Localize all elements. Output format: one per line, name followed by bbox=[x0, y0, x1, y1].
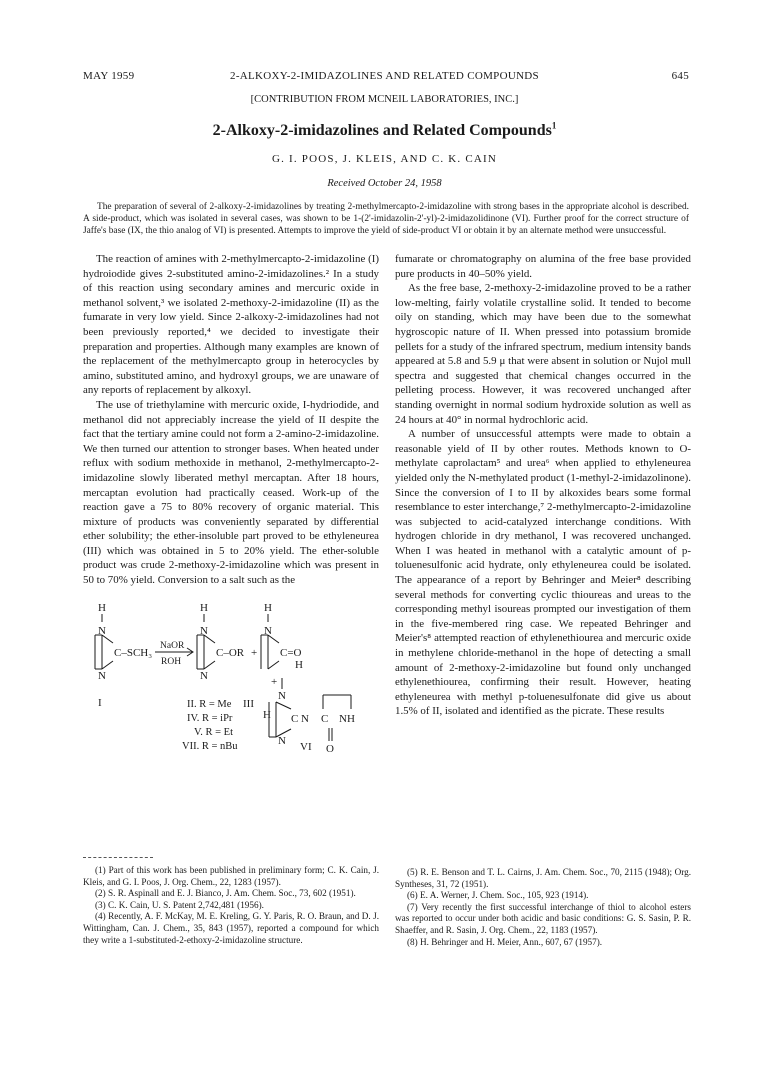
atom-n: N bbox=[278, 690, 286, 702]
body-paragraph: A number of unsuccessful attempts were made to obtain a reasonable yield of II by other routes. Methods known to O-methylate caprolactam⁵ and urea⁶ when applied to ethyleneurea yielded only the N-methylated product (1-methyl-2-imidazolinone). Since the conversion of I to II by alkoxides bears some formal resemblance to ester interchange,⁷ 2-methylmercapto-2-imidazoline was subjected to acid-catalyzed interchange conditions. With hydrogen chloride in dry methanol, I was recovered unchanged. When I was heated in methanol with a catalytic amount of p-toluenesulfonic acid hydrate, only ethyleneurea could be isolated. The appearance of a report by Behringer and Meier⁸ describing several methods for converting cyclic thioureas and ureas to the corresponding methyl isoureas prompted our investigation of them in the five-membered ring case. We repeated Behringer and Meier's⁸ attempted reaction of ethylenethiourea and mercuric oxide in methylene chloride-methanol in the hope of detecting a small amount of 2-methoxy-2-imidazoline but found only unchanged ethylenethiourea, confirming their result. However, heating ethyleneurea with methyl p-toluenesulfonate did give us about 1.5% of II, isolated and identified as the picrate. These results bbox=[395, 428, 691, 718]
body-paragraph: fumarate or chromatography on alumina of the free base provided pure products in 40–50% yield. bbox=[395, 253, 691, 280]
atom-h: H bbox=[264, 602, 272, 614]
footnote: (6) E. A. Werner, J. Chem. Soc., 105, 923 (1914). bbox=[407, 890, 589, 901]
title-text: 2-Alkoxy-2-imidazolines and Related Compounds bbox=[212, 122, 552, 139]
reaction-scheme-drawing bbox=[83, 591, 379, 853]
r-group-item: II. R = Me bbox=[187, 699, 232, 710]
atom-nh: NH bbox=[339, 713, 355, 725]
group-methylmercapto: C–SCH₃ bbox=[114, 647, 153, 659]
article-title bbox=[0, 122, 769, 140]
footnote: (2) S. R. Aspinall and E. J. Bianco, J. Am. Chem. Soc., 73, 602 (1951). bbox=[95, 888, 356, 899]
footnote: (3) C. K. Cain, U. S. Patent 2,742,481 (1956). bbox=[95, 899, 264, 910]
atom-n: N bbox=[98, 670, 106, 682]
footnote: (7) Very recently the first successful interchange of thiol to alcohol esters was reported to occur under both acidic and basic conditions: G. S. Sasin, P. R. Shaeffer, and R. Sasin, J. Org. Chem., 22, 1183 (1957). bbox=[395, 901, 691, 935]
r-group-item: VII. R = nBu bbox=[182, 741, 238, 752]
atom-n: N bbox=[278, 735, 286, 747]
atom-h: H bbox=[295, 659, 303, 671]
atom-h: H bbox=[98, 602, 106, 614]
footnotes-left bbox=[83, 865, 379, 946]
footnote: (4) Recently, A. F. McKay, M. E. Kreling, G. Y. Paris, R. O. Braun, and D. J. Wittingham, Can. J. Chem., 35, 843 (1957), reported a compound for which they write a 1-substituted-2-ethoxy-2-imidazoline structure. bbox=[83, 911, 379, 945]
footnote-divider bbox=[83, 857, 153, 858]
title-footnote-mark: 1 bbox=[551, 120, 557, 131]
contribution-line: [CONTRIBUTION FROM MCNEIL LABORATORIES, INC.] bbox=[250, 94, 519, 105]
atom-h: H bbox=[200, 602, 208, 614]
atom-h: H bbox=[263, 709, 271, 721]
left-column bbox=[83, 252, 379, 588]
group-carbonyl: C=O bbox=[280, 647, 302, 659]
body-paragraph: The use of triethylamine with mercuric oxide, I-hydriodide, and methanol did not appreciably increase the yield of II despite the fact that the tertiary amine could not form a 2-amino-2-imidazoline. We then turned our attention to stronger bases. When heated under reflux with sodium methoxide in methanol, 2-methylmercapto-2-imidazoline slowly liberated methyl mercaptan. After 18 hours, mercaptan evolution had practically ceased. Work-up of the reaction gave a 75 to 80% recovery of organic material. This mixture of products was conveniently separated by differential ether solubility; the ether-insoluble part proved to be ethyleneurea (III) which was obtained in 5 to 20% yield. The ether-soluble product was crude 2-methoxy-2-imidazoline which was present in 50 to 70% yield. Conversion to a salt such as the bbox=[83, 398, 379, 587]
r-group-item: IV. R = iPr bbox=[187, 713, 233, 724]
authors: G. I. POOS, J. KLEIS, AND C. K. CAIN bbox=[271, 153, 498, 165]
body-paragraph: The reaction of amines with 2-methylmercapto-2-imidazoline (I) hydroiodide gives 2-substituted amino-2-imidazolines.² In a study of this reaction using secondary amines and mercuric oxide in methanol solvent,³ we isolated 2-methoxy-2-imidazoline (II) as the fumarate in very low yield. Since 2-alkoxy-2-imidazolines had not been previously reported,⁴ we decided to investigate their preparation and properties. Although many examples are known of the replacement of the methylmercapto group in heterocycles by amino, substituted amino, and hydroxyl groups, we are unaware of any reports of replacement by alkoxyl. bbox=[83, 253, 379, 397]
reagent-base: NaOR bbox=[160, 641, 185, 651]
page-number: 645 bbox=[671, 70, 689, 82]
footnotes-right bbox=[395, 867, 691, 948]
plus-sign: + bbox=[251, 647, 258, 659]
plus-sign: + bbox=[271, 676, 278, 688]
atom-n: N bbox=[200, 625, 208, 637]
footnote: (5) R. E. Benson and T. L. Cairns, J. Am. Chem. Soc., 70, 2115 (1948); Org. Syntheses, 31, 72 (1951). bbox=[395, 867, 691, 889]
label-compound-vi: VI bbox=[300, 741, 312, 753]
atom-n: N bbox=[301, 713, 309, 725]
atom-o: O bbox=[326, 743, 334, 755]
reagent-alcohol: ROH bbox=[161, 657, 182, 667]
running-title: 2-ALKOXY-2-IMIDAZOLINES AND RELATED COMPOUNDS bbox=[230, 70, 539, 82]
atom-c: C bbox=[321, 713, 329, 725]
atom-n: N bbox=[264, 625, 272, 637]
group-alkoxy: C–OR bbox=[216, 647, 245, 659]
atom-n: N bbox=[98, 625, 106, 637]
r-group-item: V. R = Et bbox=[194, 727, 233, 738]
right-column bbox=[395, 252, 691, 719]
label-compound-i: I bbox=[98, 697, 102, 709]
atom-c: C bbox=[291, 713, 299, 725]
abstract: The preparation of several of 2-alkoxy-2-imidazolines by treating 2-methylmercapto-2-imidazoline with strong bases in the appropriate alcohol is described. A side-product, which was isolated in several cases, was shown to be 1-(2'-imidazolin-2'-yl)-2-imidazolidinone (VI). Further proof for the correct structure of Jaffe's base (IX, the thio analog of VI) is presented. Attempts to improve the yield of side-product VI or obtain it by an alternate method were unsuccessful. bbox=[83, 202, 689, 237]
footnote: (8) H. Behringer and H. Meier, Ann., 607, 67 (1957). bbox=[407, 936, 603, 947]
footnote: (1) Part of this work has been published in preliminary form; C. K. Cain, J. Kleis, and G. I. Poos, J. Org. Chem., 22, 1283 (1957). bbox=[83, 865, 379, 887]
body-paragraph: As the free base, 2-methoxy-2-imidazoline proved to be a rather low-melting, fairly volatile crystalline solid. It tended to become oily on standing, which may have been due to the somewhat hygroscopic nature of II. When pressed into potassium bromide pellets for a study of the infrared spectrum, medium intensity bands appeared at 5.8 and 5.9 μ that were absent in solution or Nujol mull spectra and suggested that chemical changes occurred in the pelleting process. However, it was recovered unchanged after standing overnight in normal sodium hydroxide solution as well as 24 hours at 40° in normal hydrochloric acid. bbox=[395, 282, 691, 426]
received-date: Received October 24, 1958 bbox=[327, 178, 442, 189]
header-date: MAY 1959 bbox=[83, 70, 135, 82]
atom-n: N bbox=[200, 670, 208, 682]
label-compound-iii: III bbox=[243, 698, 254, 710]
reaction-scheme bbox=[83, 591, 379, 853]
